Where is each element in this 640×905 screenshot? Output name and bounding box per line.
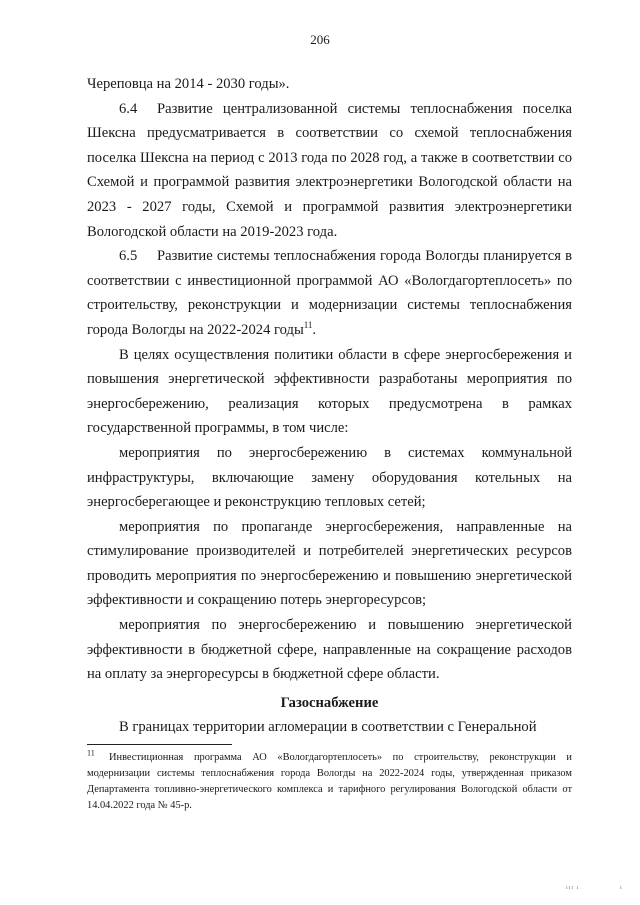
- section-number: 6.5: [119, 248, 138, 265]
- footnote-separator: [87, 744, 232, 745]
- page-number: 206: [310, 32, 330, 47]
- paragraph-continuation: Череповца на 2014 - 2030 годы».: [87, 76, 290, 92]
- paragraph-end: .: [312, 321, 317, 338]
- paragraph-text: Развитие системы теплоснабжения города Вологды планируется в соответствии с инвестиционной программой АО «Вологдагортеплосеть» по строительству, реконструкции и модернизации системы теплоснабжения города Вологды на 2022-2024 годы: [87, 248, 572, 338]
- footnote: [87, 750, 572, 814]
- paragraph-text: Развитие централизованной системы теплоснабжения поселка Шексна предусматривается в соответствии со схемой теплоснабжения поселка Шексна на период с 2013 года по 2028 год, а также в соответствии со Схемой и программой развития электроэнергетики Вологодской области на 2023 - 2027 годы, Схемой и программой развития электроэнергетики Вологодской области на 2019-2023 года.: [87, 100, 572, 240]
- paragraph-energy-saving: В целях осуществления политики области в сфере энергосбережения и повышения энергетической эффективности разработаны мероприятия по энергосбережению, реализация которых предусмотрена в рамках государственной программы, в том числе:: [87, 346, 572, 437]
- paragraph-gas: В границах территории агломерации в соответствии с Генеральной: [119, 719, 537, 736]
- document-body: [87, 72, 572, 740]
- paragraph-6-4: [87, 97, 572, 245]
- scan-mark-left: ııı ı: [566, 885, 580, 891]
- section-number: 6.4: [119, 100, 138, 117]
- paragraph-6-5: [87, 244, 572, 342]
- footnote-number: 11: [87, 748, 95, 758]
- footnote-mark: [87, 750, 109, 766]
- scan-mark-right: ı: [620, 885, 622, 891]
- list-item-budget: мероприятия по энергосбережению и повышению энергетической эффективности в бюджетной сфере, направленные на сокращение расходов на оплату за энергоресурсы в бюджетной сфере области.: [87, 617, 572, 683]
- footnote-reference: 11: [303, 320, 313, 331]
- section-heading: Газоснабжение: [280, 694, 379, 711]
- list-item-propaganda: мероприятия по пропаганде энергосбережения, направленные на стимулирование производителей и потребителей энергетических ресурсов проводить мероприятия по энергосбережению и повышению энергетической эффективности и сокращению потерь энергоресурсов;: [87, 518, 572, 609]
- list-item-communal: мероприятия по энергосбережению в системах коммунальной инфраструктуры, включающие замену оборудования котельных на энергосберегающее и реконструкцию тепловых сетей;: [87, 444, 572, 511]
- footnote-text: Инвестиционная программа АО «Вологдагортеплосеть» по строительству, реконструкции и модернизации системы теплоснабжения города Вологды на 2022-2024 годы, утвержденная приказом Департамента топливно-энергетического комплекса и тарифного регулирования Вологодской области от 14.04.2022 года № 45-р.: [87, 752, 572, 811]
